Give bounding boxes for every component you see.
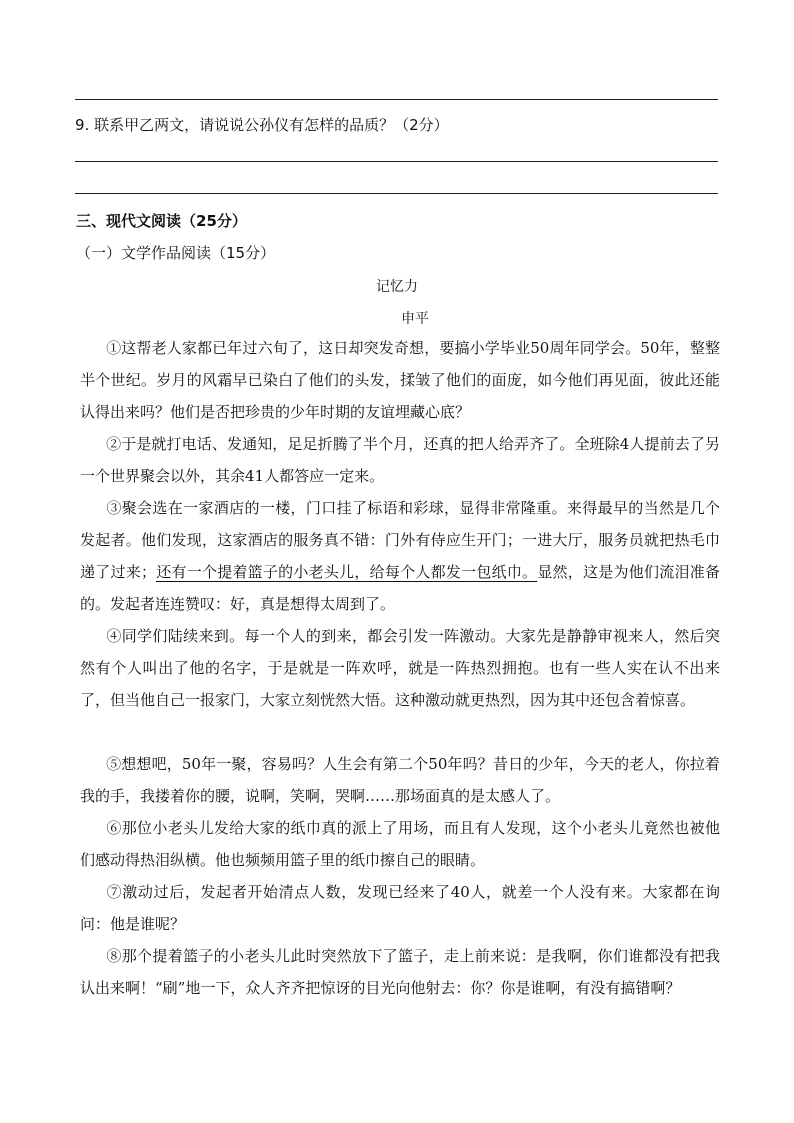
paragraph-7: [80, 876, 720, 940]
paragraph-1-text: ①这帮老人家都已年过六旬了，这日却突发奇想，要搞小学毕业50周年同学会。50年，整整半个世纪。岁月的风霜早已染白了他们的头发，揉皱了他们的面庞，如今他们再见面，彼此还能认得出来吗？他们是否把珍贵的少年时期的友谊埋藏心底？: [80, 339, 720, 421]
paragraph-4: [80, 620, 720, 716]
underlined-sentence: 还有一个提着篮子的小老头儿，给每个人都发一包纸巾。: [155, 563, 538, 581]
article-author: 申平: [401, 311, 429, 327]
paragraph-4-text: ④同学们陆续来到。每一个人的到来，都会引发一阵激动。大家先是静静审视来人，然后突然有个人叫出了他的名字，于是就是一阵欢呼，就是一阵热烈拥抱。也有一些人实在认不出来了，但当他自己一报家门，大家立刻恍然大悟。这种激动就更热烈，因为其中还包含着惊喜。: [80, 627, 720, 709]
paragraph-6: [80, 812, 720, 876]
section-heading: 三、现代文阅读（25分）: [76, 212, 247, 230]
paragraph-6-text: ⑥那位小老头儿发给大家的纸巾真的派上了用场，而且有人发现，这个小老头儿竟然也被他们感动得热泪纵横。他也频频用篮子里的纸巾擦自己的眼睛。: [80, 819, 720, 869]
paragraph-8: [80, 940, 720, 1004]
subsection-heading: （一）文学作品阅读（15分）: [76, 244, 276, 262]
answer-line-2: [75, 161, 718, 162]
paragraph-3-text: ③聚会选在一家酒店的一楼，门口挂了标语和彩球，显得非常隆重。来得最早的当然是几个发起者。他们发现，这家酒店的服务真不错：门外有侍应生开门；一进大厅，服务员就把热毛巾递了过来；: [80, 499, 720, 581]
answer-line-3: [75, 193, 718, 194]
answer-line-1: [75, 99, 718, 100]
paragraph-3: [80, 492, 720, 620]
article-title: 记忆力: [376, 279, 418, 295]
paragraph-7-text: ⑦激动过后，发起者开始清点人数，发现已经来了40人，就差一个人没有来。大家都在询问：他是谁呢？: [80, 883, 720, 933]
paragraph-5: [80, 748, 720, 812]
paragraph-5-text: ⑤想想吧，50年一聚，容易吗？人生会有第二个50年吗？昔日的少年，今天的老人，你拉着我的手，我搂着你的腰，说啊，笑啊，哭啊……那场面真的是太感人了。: [80, 755, 720, 805]
paragraph-1: [80, 332, 720, 428]
paragraph-3-tail: 显然，这是为他们流泪准备的。发起者连连赞叹：好，真是想得太周到了。: [80, 563, 720, 613]
question-9: 9. 联系甲乙两文，请说说公孙仪有怎样的品质？（2分）: [75, 116, 449, 134]
paragraph-2-text: ②于是就打电话、发通知，足足折腾了半个月，还真的把人给弄齐了。全班除4人提前去了另一个世界聚会以外，其余41人都答应一定来。: [80, 435, 720, 485]
paragraph-2: [80, 428, 720, 492]
paragraph-8-text: ⑧那个提着篮子的小老头儿此时突然放下了篮子，走上前来说：是我啊，你们谁都没有把我认出来啊！“刷”地一下，众人齐齐把惊讶的目光向他射去：你？你是谁啊，有没有搞错啊？: [80, 947, 720, 997]
